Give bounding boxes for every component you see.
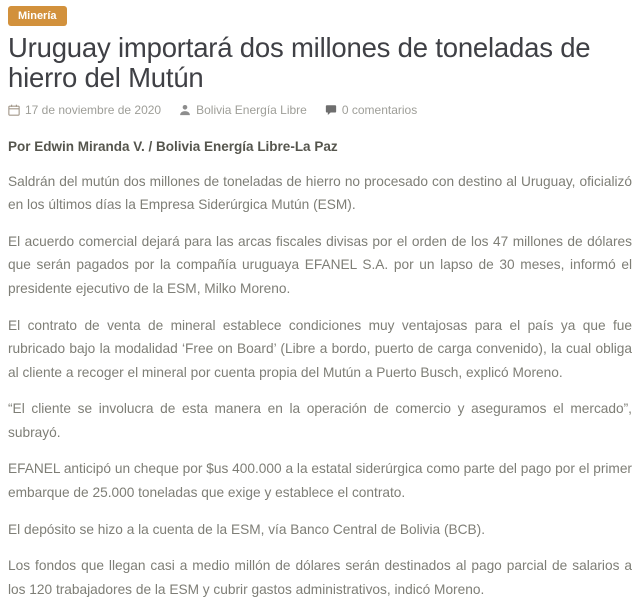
comments-icon: [325, 104, 337, 116]
article-paragraph: “El cliente se involucra de esta manera en la operación de comercio y aseguramos el mercado”, subrayó.: [8, 401, 632, 440]
meta-author-link[interactable]: [179, 103, 307, 117]
meta-comments-label: 0 comentarios: [341, 102, 418, 117]
article-paragraph: Los fondos que llegan casi a medio millón de dólares serán destinados al pago parcial de salarios a los 120 trabajadores de la ESM y cubrir gastos administrativos, indicó Moreno.: [8, 558, 632, 597]
article-paragraph: El contrato de venta de mineral establece condiciones muy ventajosas para el país ya que fue rubricado bajo la modalidad ‘Free on Board’ (Libre a bordo, puerto de carga convenido), la cual obliga al cliente a recoger el mineral por cuenta propia del Mutún a Puerto Busch, explicó Moreno.: [8, 317, 632, 380]
article-paragraph: EFANEL anticipó un cheque por $us 400.000 a la estatal siderúrgica como parte del pago por el primer embarque de 25.000 toneladas que exige y establece el contrato.: [8, 461, 632, 500]
article-meta: [8, 103, 632, 117]
meta-author-label: Bolivia Energía Libre: [196, 102, 307, 117]
article-paragraph: El acuerdo comercial dejará para las arcas fiscales divisas por el orden de los 47 millones de dólares que serán pagados por la compañía uruguaya EFANEL S.A. por un lapso de 30 meses, informó el presidente ejecutivo de la ESM, Milko Moreno.: [8, 233, 632, 296]
meta-date-label: 17 de noviembre de 2020: [25, 102, 162, 117]
meta-date: [8, 103, 161, 117]
article-paragraph: Saldrán del mutún dos millones de toneladas de hierro no procesado con destino al Uruguay, oficializó en los últimos días la Empresa Siderúrgica Mutún (ESM).: [8, 173, 632, 213]
meta-comments-link[interactable]: [325, 103, 417, 117]
calendar-icon: [8, 104, 20, 116]
article-body: [8, 170, 632, 601]
article-byline: Por Edwin Miranda V. / Bolivia Energía Libre-La Paz: [8, 138, 338, 154]
page-title: Uruguay importará dos millones de toneladas de hierro del Mutún: [8, 32, 591, 94]
article-page: [8, 5, 632, 601]
author-icon: [179, 104, 191, 116]
category-badge-mineria[interactable]: Minería: [8, 6, 67, 26]
article-paragraph: El depósito se hizo a la cuenta de la ESM, vía Banco Central de Bolivia (BCB).: [8, 521, 486, 537]
